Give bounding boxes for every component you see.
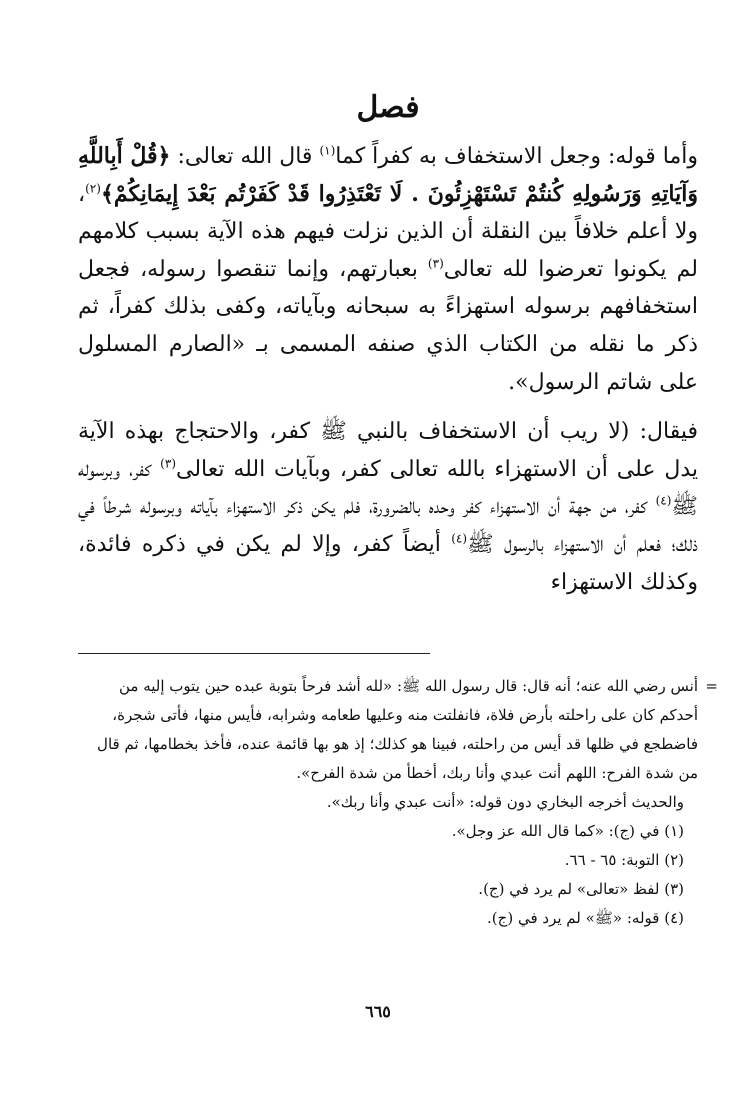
p2-c: كفر، من جهة أن الاستهزاء كفر وحده بالضرورة، فلم يكن ذكر الاستهزاء بآياته وبرسوله شرطاً في ذلك؛ فعلم أن الاستهزاء بالرسول ﷺ bbox=[78, 494, 698, 557]
continuation-mark: = bbox=[705, 677, 718, 695]
footnote-3: (٣) لفظ «تعالى» لم يرد في (ج). bbox=[478, 880, 684, 898]
p1-mid: قال الله تعالى: bbox=[170, 144, 320, 169]
footnotes bbox=[78, 672, 718, 933]
hadith-note: والحديث أخرجه البخاري دون قوله: «أنت عبدي وأنا ربك». bbox=[326, 793, 684, 811]
p2-b: كفر، وبرسوله ﷺ bbox=[78, 456, 698, 520]
p2-a: فيقال: (لا ريب أن الاستخفاف بالنبي ﷺ كفر، والاحتجاج بهذه الآية يدل على أن الاستهزاء بالله تعالى كفر، وبآيات الله تعالى bbox=[78, 419, 698, 482]
footnote-continuation: أنس رضي الله عنه؛ أنه قال: قال رسول الله ﷺ: «لله أشد فرحاً بتوبة عبده حين يتوب إليه من أحدكم كان على راحلته بأرض فلاة، فانفلتت منه وعليها طعامه وشرابه، فأيس منها، فأتى شجرة، فاضطجع في ظلها قد أيس من راحلته، فبينا هو كذلك؛ إذ هو بها قائمة عنده، فأخذ بخطامها، ثم قال من شدة الفرح: اللهم أنت عبدي وأنا ربك، أخطأ من شدة الفرح». bbox=[97, 677, 698, 782]
footnote-2: (٢) التوبة: ٦٥ - ٦٦. bbox=[564, 851, 684, 869]
footnote-ref-3[interactable]: (٣) bbox=[427, 256, 444, 271]
main-text bbox=[78, 86, 698, 601]
quran-verse: ﴿قُلْ أَبِاللَّهِ وَآيَاتِهِ وَرَسُولِهِ كُنتُمْ تَسْتَهْزِئُونَ . لَا تَعْتَذِرُوا قَدْ كَفَرْتُم بَعْدَ إِيمَانِكُمْ﴾ bbox=[78, 143, 698, 207]
footnote-ref-4b[interactable]: (٤) bbox=[451, 531, 468, 546]
footnote-ref-4[interactable]: (٤) bbox=[655, 494, 672, 509]
page-number: ٦٦٥ bbox=[365, 1002, 391, 1021]
paragraph-2 bbox=[78, 413, 698, 601]
p1-intro: وأما قوله: وجعل الاستخفاف به كفراً كما bbox=[335, 144, 698, 169]
footnote-divider bbox=[78, 653, 430, 654]
footnote-ref-2[interactable]: (٢) bbox=[85, 181, 101, 196]
footnote-ref-3b[interactable]: (٣) bbox=[160, 456, 176, 471]
p1-rest: ، ولا أعلم خلافاً بين النقلة أن الذين نزلت فيهم هذه الآية بسبب كلامهم لم يكونوا تعرضوا لله تعالى bbox=[78, 181, 698, 282]
footnote-1: (١) في (ج): «كما قال الله عز وجل». bbox=[451, 822, 684, 840]
p2-d: أيضاً كفر، وإلا لم يكن في ذكره فائدة، وكذلك الاستهزاء bbox=[78, 531, 698, 595]
section-title: فصل bbox=[356, 90, 420, 125]
paragraph-1 bbox=[78, 138, 698, 401]
p1-end: بعبارتهم، وإنما تنقصوا رسوله، فجعل استخفافهم برسوله استهزاءً به سبحانه وبآياته، وكفى بذلك كفراً، ثم ذكر ما نقله من الكتاب الذي صنفه المسمى بـ «الصارم المسلول على شاتم الرسول». bbox=[78, 256, 698, 395]
footnote-ref-1[interactable]: (١) bbox=[319, 143, 336, 158]
footnote-4: (٤) قوله: «ﷺ» لم يرد في (ج). bbox=[487, 909, 684, 927]
